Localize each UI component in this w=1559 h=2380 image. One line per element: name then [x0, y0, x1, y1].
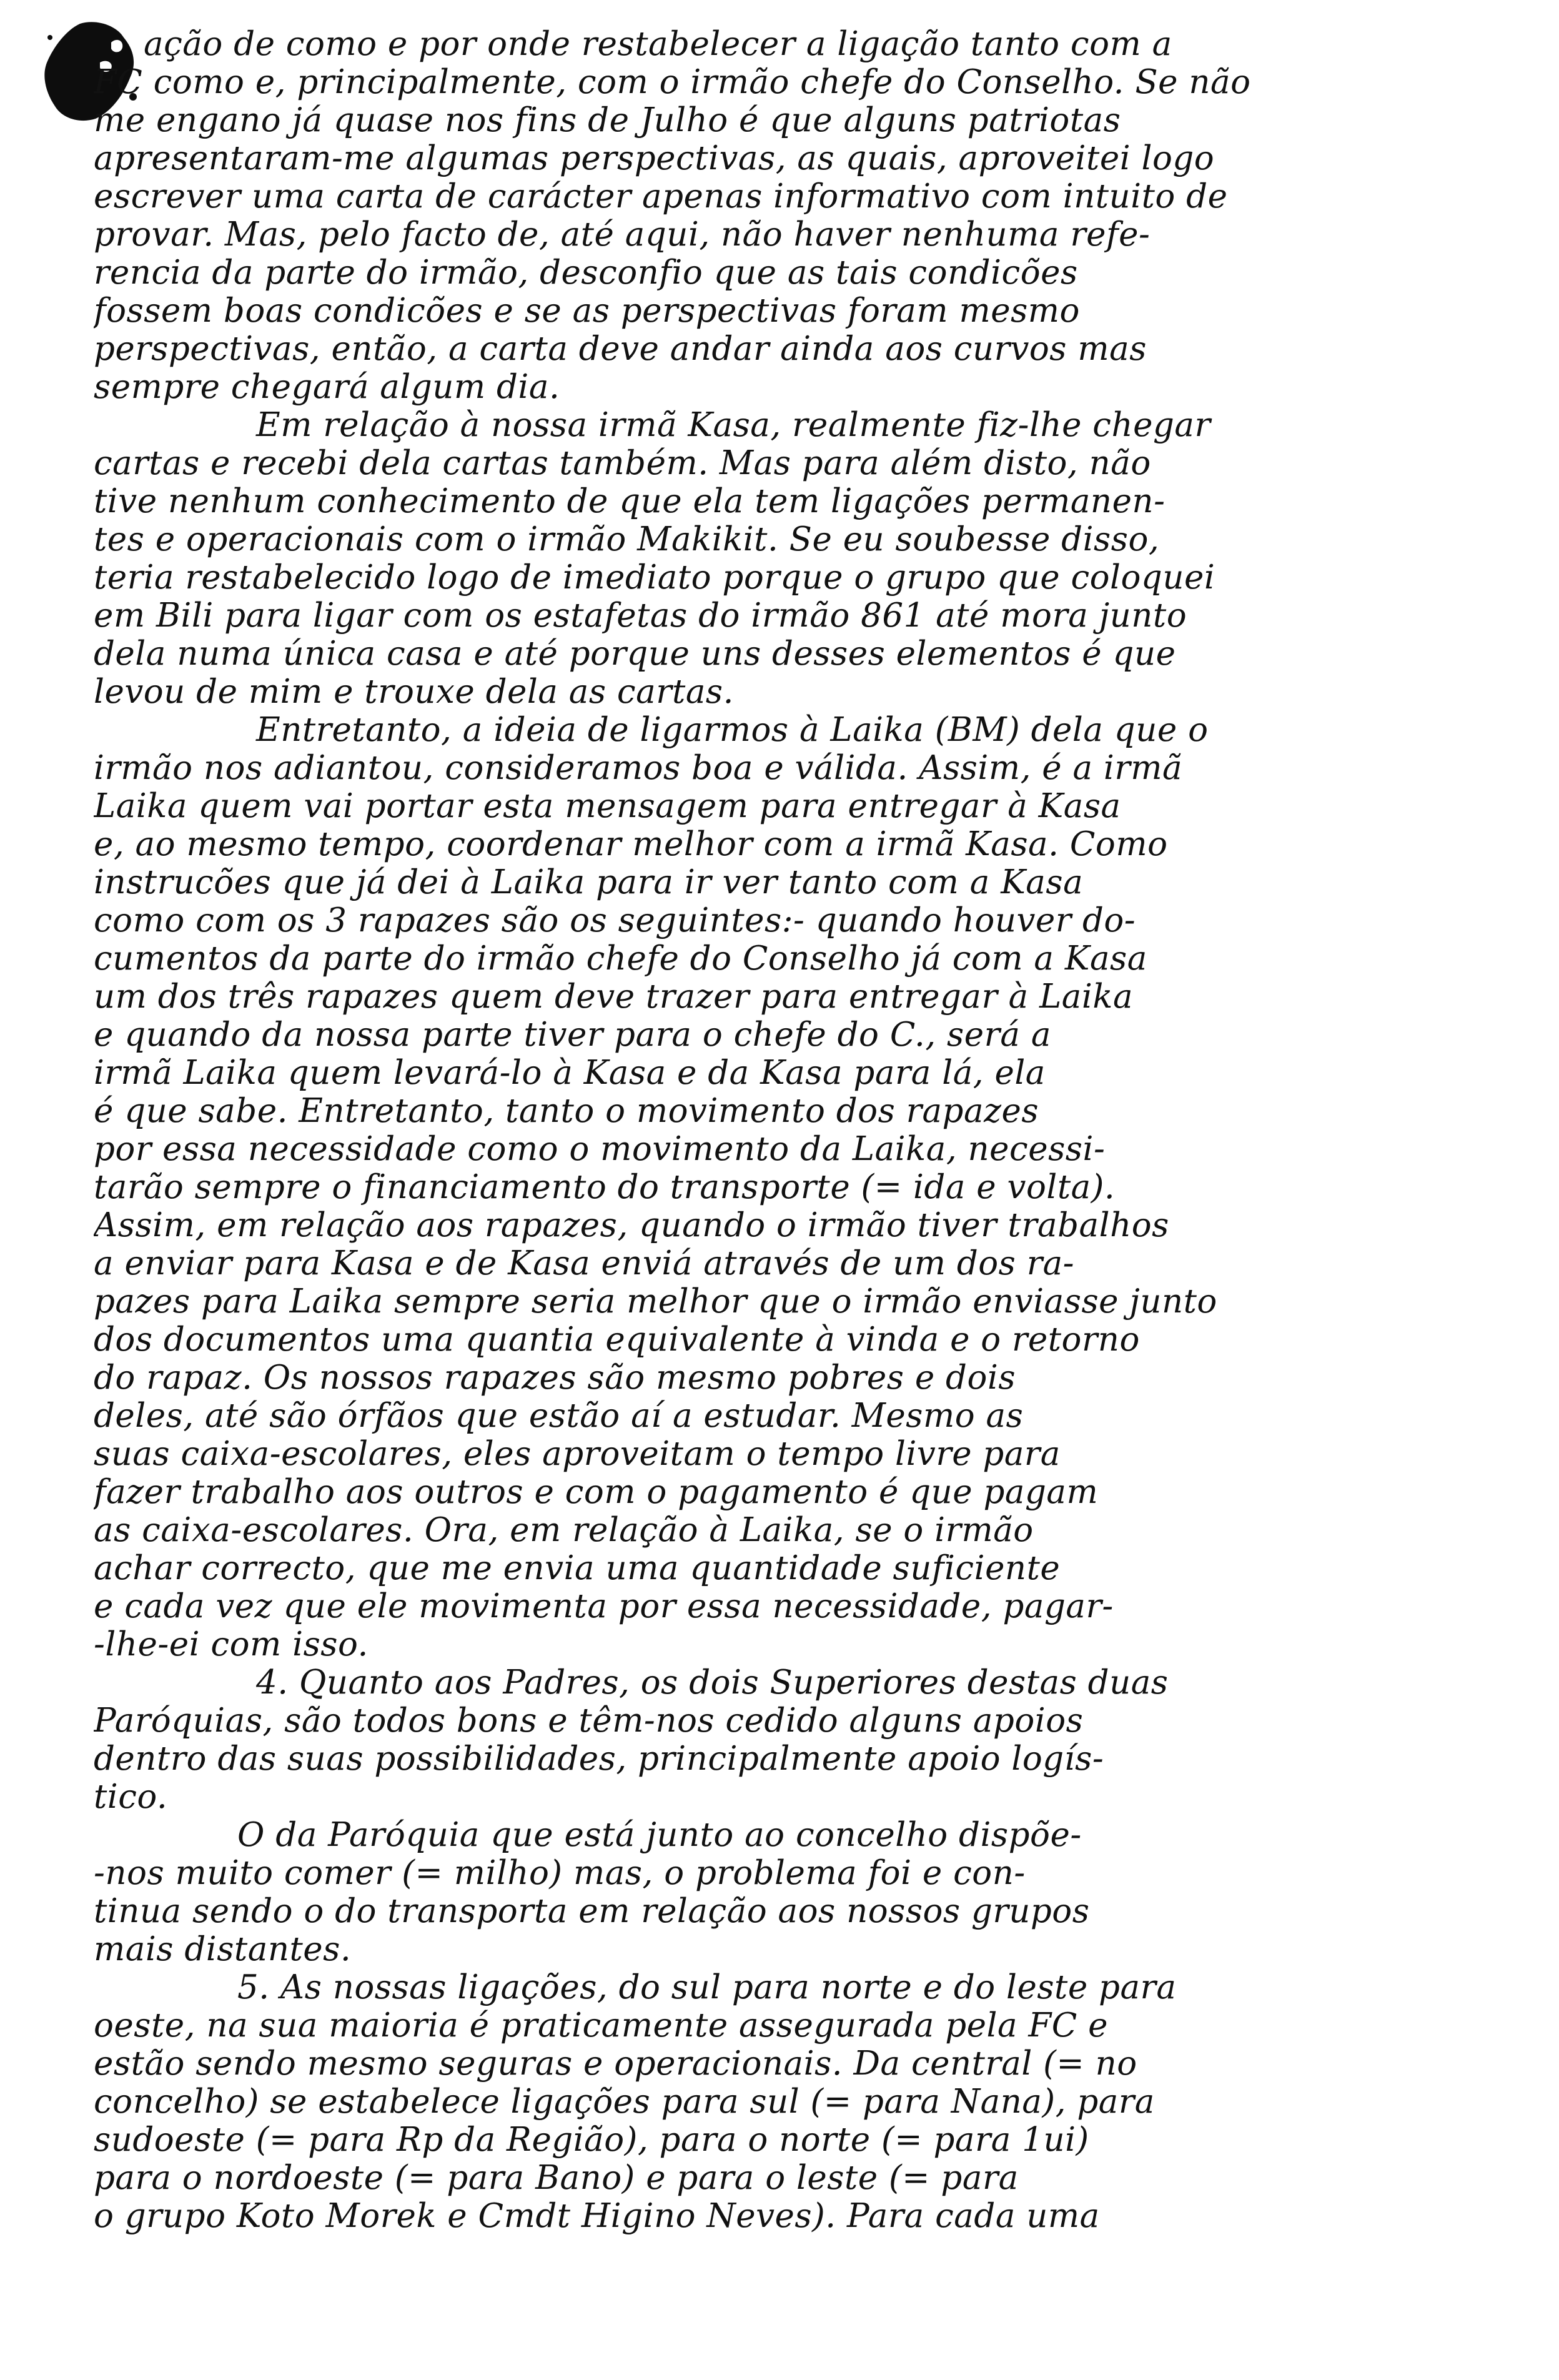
text-line: deles, até são órfãos que estão aí a estudar. Mesmo as: [94, 1397, 1024, 1435]
text-line: concelho) se estabelece ligações para sul (= para Nana), para: [94, 2083, 1155, 2121]
text-line: em Bili para ligar com os estafetas do irmão 861 até mora junto: [94, 597, 1187, 635]
text-line: Entretanto, a ideia de ligarmos à Laika (BM) dela que o: [256, 711, 1209, 749]
text-line: 4. Quanto aos Padres, os dois Superiores destas duas: [256, 1664, 1169, 1702]
text-line: -lhe-ei com isso.: [94, 1625, 369, 1664]
text-line: a enviar para Kasa e de Kasa enviá através de um dos ra-: [94, 1244, 1075, 1282]
text-line: ação de como e por onde restabelecer a ligação tanto com a: [144, 25, 1172, 63]
text-line: oeste, na sua maioria é praticamente assegurada pela FC e: [94, 2006, 1108, 2045]
text-line: Laika quem vai portar esta mensagem para entregar à Kasa: [94, 787, 1121, 825]
text-line: e cada vez que ele movimenta por essa necessidade, pagar-: [94, 1587, 1114, 1625]
text-line: Assim, em relação aos rapazes, quando o irmão tiver trabalhos: [94, 1206, 1169, 1244]
text-line: instrucões que já dei à Laika para ir ver tanto com a Kasa: [94, 863, 1084, 901]
text-line: sempre chegará algum dia.: [94, 368, 560, 406]
text-line: e quando da nossa parte tiver para o chefe do C., será a: [94, 1016, 1051, 1054]
text-line: fossem boas condicões e se as perspectivas foram mesmo: [94, 292, 1080, 330]
text-line: provar. Mas, pelo facto de, até aqui, não haver nenhuma refe-: [94, 216, 1151, 254]
text-line: sudoeste (= para Rp da Região), para o norte (= para 1ui): [94, 2121, 1089, 2159]
text-line: mais distantes.: [94, 1930, 352, 1968]
text-line: tarão sempre o financiamento do transporte (= ida e volta).: [94, 1168, 1116, 1206]
text-line: estão sendo mesmo seguras e operacionais. Da central (= no: [94, 2045, 1137, 2083]
text-line: tive nenhum conhecimento de que ela tem ligações permanen-: [94, 482, 1166, 520]
text-line: fazer trabalho aos outros e com o pagamento é que pagam: [94, 1473, 1099, 1511]
text-line: dela numa única casa e até porque uns desses elementos é que: [94, 635, 1176, 673]
text-line: cartas e recebi dela cartas também. Mas para além disto, não: [94, 444, 1151, 482]
text-line: perspectivas, então, a carta deve andar ainda aos curvos mas: [94, 330, 1147, 368]
text-line: O da Paróquia que está junto ao concelho dispõe-: [237, 1816, 1082, 1854]
text-line: do rapaz. Os nossos rapazes são mesmo pobres e dois: [94, 1359, 1016, 1397]
text-line: -nos muito comer (= milho) mas, o problema foi e con-: [94, 1854, 1026, 1892]
text-line: rencia da parte do irmão, desconfio que as tais condicões: [94, 254, 1078, 292]
text-line: achar correcto, que me envia uma quantidade suficiente: [94, 1549, 1061, 1587]
text-line: irmã Laika quem levará-lo à Kasa e da Kasa para lá, ela: [94, 1054, 1046, 1092]
text-line: cumentos da parte do irmão chefe do Conselho já com a Kasa: [94, 940, 1147, 978]
text-line: dentro das suas possibilidades, principalmente apoio logís-: [94, 1740, 1104, 1778]
text-line: FC como e, principalmente, com o irmão chefe do Conselho. Se não: [94, 63, 1251, 101]
text-line: teria restabelecido logo de imediato porque o grupo que coloquei: [94, 558, 1215, 597]
text-line: é que sabe. Entretanto, tanto o movimento dos rapazes: [94, 1092, 1039, 1130]
text-line: dos documentos uma quantia equivalente à vinda e o retorno: [94, 1321, 1140, 1359]
text-line: 5. As nossas ligações, do sul para norte e do leste para: [237, 1968, 1177, 2006]
text-line: apresentaram-me algumas perspectivas, as quais, aproveitei logo: [94, 139, 1215, 177]
text-line: tico.: [94, 1778, 168, 1816]
text-line: por essa necessidade como o movimento da Laika, necessi-: [94, 1130, 1106, 1168]
text-line: para o nordoeste (= para Bano) e para o leste (= para: [94, 2159, 1019, 2197]
text-line: tes e operacionais com o irmão Makikit. Se eu soubesse disso,: [94, 520, 1160, 558]
text-line: Em relação à nossa irmã Kasa, realmente fiz-lhe chegar: [256, 406, 1211, 444]
text-line: um dos três rapazes quem deve trazer para entregar à Laika: [94, 978, 1134, 1016]
text-line: e, ao mesmo tempo, coordenar melhor com a irmã Kasa. Como: [94, 825, 1168, 863]
text-line: Paróquias, são todos bons e têm-nos cedido alguns apoios: [94, 1702, 1084, 1740]
text-line: tinua sendo o do transporta em relação aos nossos grupos: [94, 1892, 1090, 1930]
text-line: me engano já quase nos fins de Julho é que alguns patriotas: [94, 101, 1121, 139]
text-line: levou de mim e trouxe dela as cartas.: [94, 673, 734, 711]
text-line: suas caixa-escolares, eles aproveitam o tempo livre para: [94, 1435, 1061, 1473]
text-line: pazes para Laika sempre seria melhor que o irmão enviasse junto: [94, 1282, 1217, 1321]
text-line: as caixa-escolares. Ora, em relação à Laika, se o irmão: [94, 1511, 1034, 1549]
text-line: escrever uma carta de carácter apenas informativo com intuito de: [94, 177, 1228, 216]
text-line: o grupo Koto Morek e Cmdt Higino Neves). Para cada uma: [94, 2197, 1100, 2235]
text-line: irmão nos adiantou, consideramos boa e válida. Assim, é a irmã: [94, 749, 1183, 787]
text-line: como com os 3 rapazes são os seguintes:- quando houver do-: [94, 901, 1136, 940]
letter-body: [94, 25, 1530, 2235]
